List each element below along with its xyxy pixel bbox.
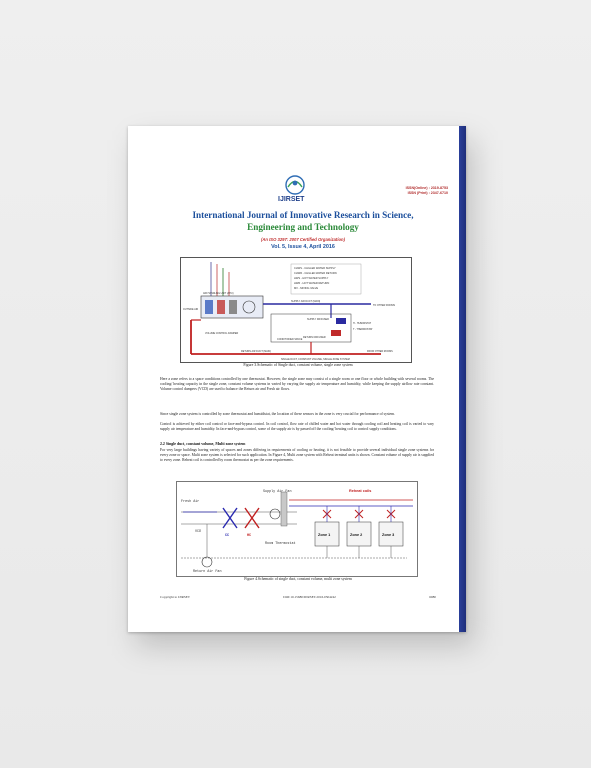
fig4-hc: HC (247, 534, 252, 538)
fig3-supply-duct: SUPPLY AIR DUCT (MAIN) (291, 300, 321, 303)
figure-3-caption: Figure 3.Schematic of Single duct, constant volume, single zone system (243, 363, 353, 367)
fig3-thermostat: T - THERMOSTAT (353, 328, 373, 331)
paragraph-2: Since single zone system is controlled by zone thermostat and humidistat, the location of these sensors in the zone is very crucial for performance of system. (160, 412, 396, 416)
figure-4-diagram (176, 481, 418, 577)
iso-note: (An ISO 3297: 2007 Certified Organization) (260, 237, 345, 242)
fig3-legend-4: MV - MIXING VALVE (294, 287, 319, 290)
journal-title (168, 209, 438, 233)
fig3-return-duct: RETURN AIR DUCT (MAIN) (241, 350, 271, 353)
fig3-conditioned-space: CONDITIONED SPACE (277, 338, 303, 341)
fig3-from-rooms: FROM OTHER ROOMS (367, 350, 393, 353)
volume-issue: Vol. 5, Issue 4, April 2016 (271, 244, 335, 250)
fig3-legend-3: HWR - HOT WATER RETURN (294, 282, 330, 285)
page-footer (160, 595, 436, 599)
fig4-cc: CC (225, 534, 230, 538)
footer-doi: DOI:10.15680/IJIRSET.2016.0504242 (283, 595, 336, 599)
journal-title-line2: Engineering and Technology (247, 222, 359, 232)
journal-logo-icon (282, 174, 308, 196)
fig3-legend-1: CHWR - CHILLED WATER RETURN (294, 272, 337, 275)
fig3-legend-0: CHWS - CHILLED WATER SUPPLY (294, 267, 336, 270)
fig4-vcd: VCD (195, 530, 202, 534)
fig3-bottom-label: SINGLE DUCT, CONSTANT VOLUME, SINGLE ZONE SYSTEM (281, 358, 350, 361)
figure-4-caption: Figure 4.Schematic of single duct, constant volume, multi zone system (244, 577, 352, 581)
fig4-zone-3: Zone 3 (382, 533, 395, 537)
fig4-fresh-air: Fresh Air (181, 500, 200, 504)
fig3-outside-air: OUTSIDE AIR (183, 308, 199, 311)
footer-copyright: Copyright to IJIRSET (160, 595, 190, 599)
fig4-return-fan: Return Air Fan (193, 570, 222, 574)
section-heading: 2.2 Single duct, constant volume, Multi zone system (160, 442, 246, 446)
fig4-supply-fan: Supply Air Fan (263, 490, 292, 494)
section-text: For very large buildings having variety of spaces and zones differing in requirements of cooling or heating, it is not feasible to provide several individual single zone systems for every zone or space. Multi zone system is selected for such application. In Figure 4, Multi zone system with Reheat terminal units is shown. Constant volume of supply air is supplied to every zone. Reheat coil is controlled by room thermostat as per the zone requirements. (160, 448, 434, 462)
fig3-other-rooms: TO OTHER ROOMS (373, 304, 396, 307)
page-spine (459, 126, 466, 632)
fig3-humidistat: H - HUMIDISTAT (353, 322, 372, 325)
footer-page-number: 6080 (429, 595, 436, 599)
fig3-control: VOLUME CONTROL DAMPER (205, 332, 239, 335)
paragraph-3: Control is achieved by either coil control or face-and-bypass control. In coil control, flow rate of chilled water and hot water through cooling coil and heating coil is varied to vary supply air temperature and humidity. In face-and-bypass control, some of the supply air is by passed off the cooling/ heating coil to control supply conditions. (160, 422, 434, 431)
fig3-supply-diffuser: SUPPLY DIFFUSER (307, 318, 329, 321)
document-page (128, 126, 466, 632)
issn-block (406, 186, 448, 196)
fig3-ahu: AIR HANDLING UNIT (AHU) (203, 292, 234, 295)
paragraph-1: Here a zone refers to a space conditions controlled by one thermostat. However, the single zone may consist of a single room or one floor or whole building with several rooms. The cooling/ heating capacity in the single zone, constant volume systems in varied by varying the supply air temperature and humidity, while keeping the supply airflow rate constant. Volume control dampers (VCD) are used to balance the Return air and Fresh air flows. (160, 377, 434, 391)
journal-title-line1: International Journal of Innovative Research in Science, (192, 210, 414, 220)
issn-online: ISSN(Online) : 2319-8753 (405, 186, 448, 190)
fig4-zone-1: Zone 1 (318, 533, 331, 537)
figure-3-diagram (180, 257, 412, 363)
fig3-return-diffuser: RETURN DIFFUSER (303, 336, 326, 339)
fig4-reheat: Reheat coils (349, 489, 372, 493)
fig4-zone-2: Zone 2 (350, 533, 363, 537)
issn-print: ISSN (Print) : 2347-6710 (407, 191, 448, 195)
fig4-room-thermostat: Room Thermostat (265, 542, 296, 546)
fig3-legend-2: HWS - HOT WATER SUPPLY (294, 277, 329, 280)
logo-text: IJIRSET (278, 196, 305, 203)
